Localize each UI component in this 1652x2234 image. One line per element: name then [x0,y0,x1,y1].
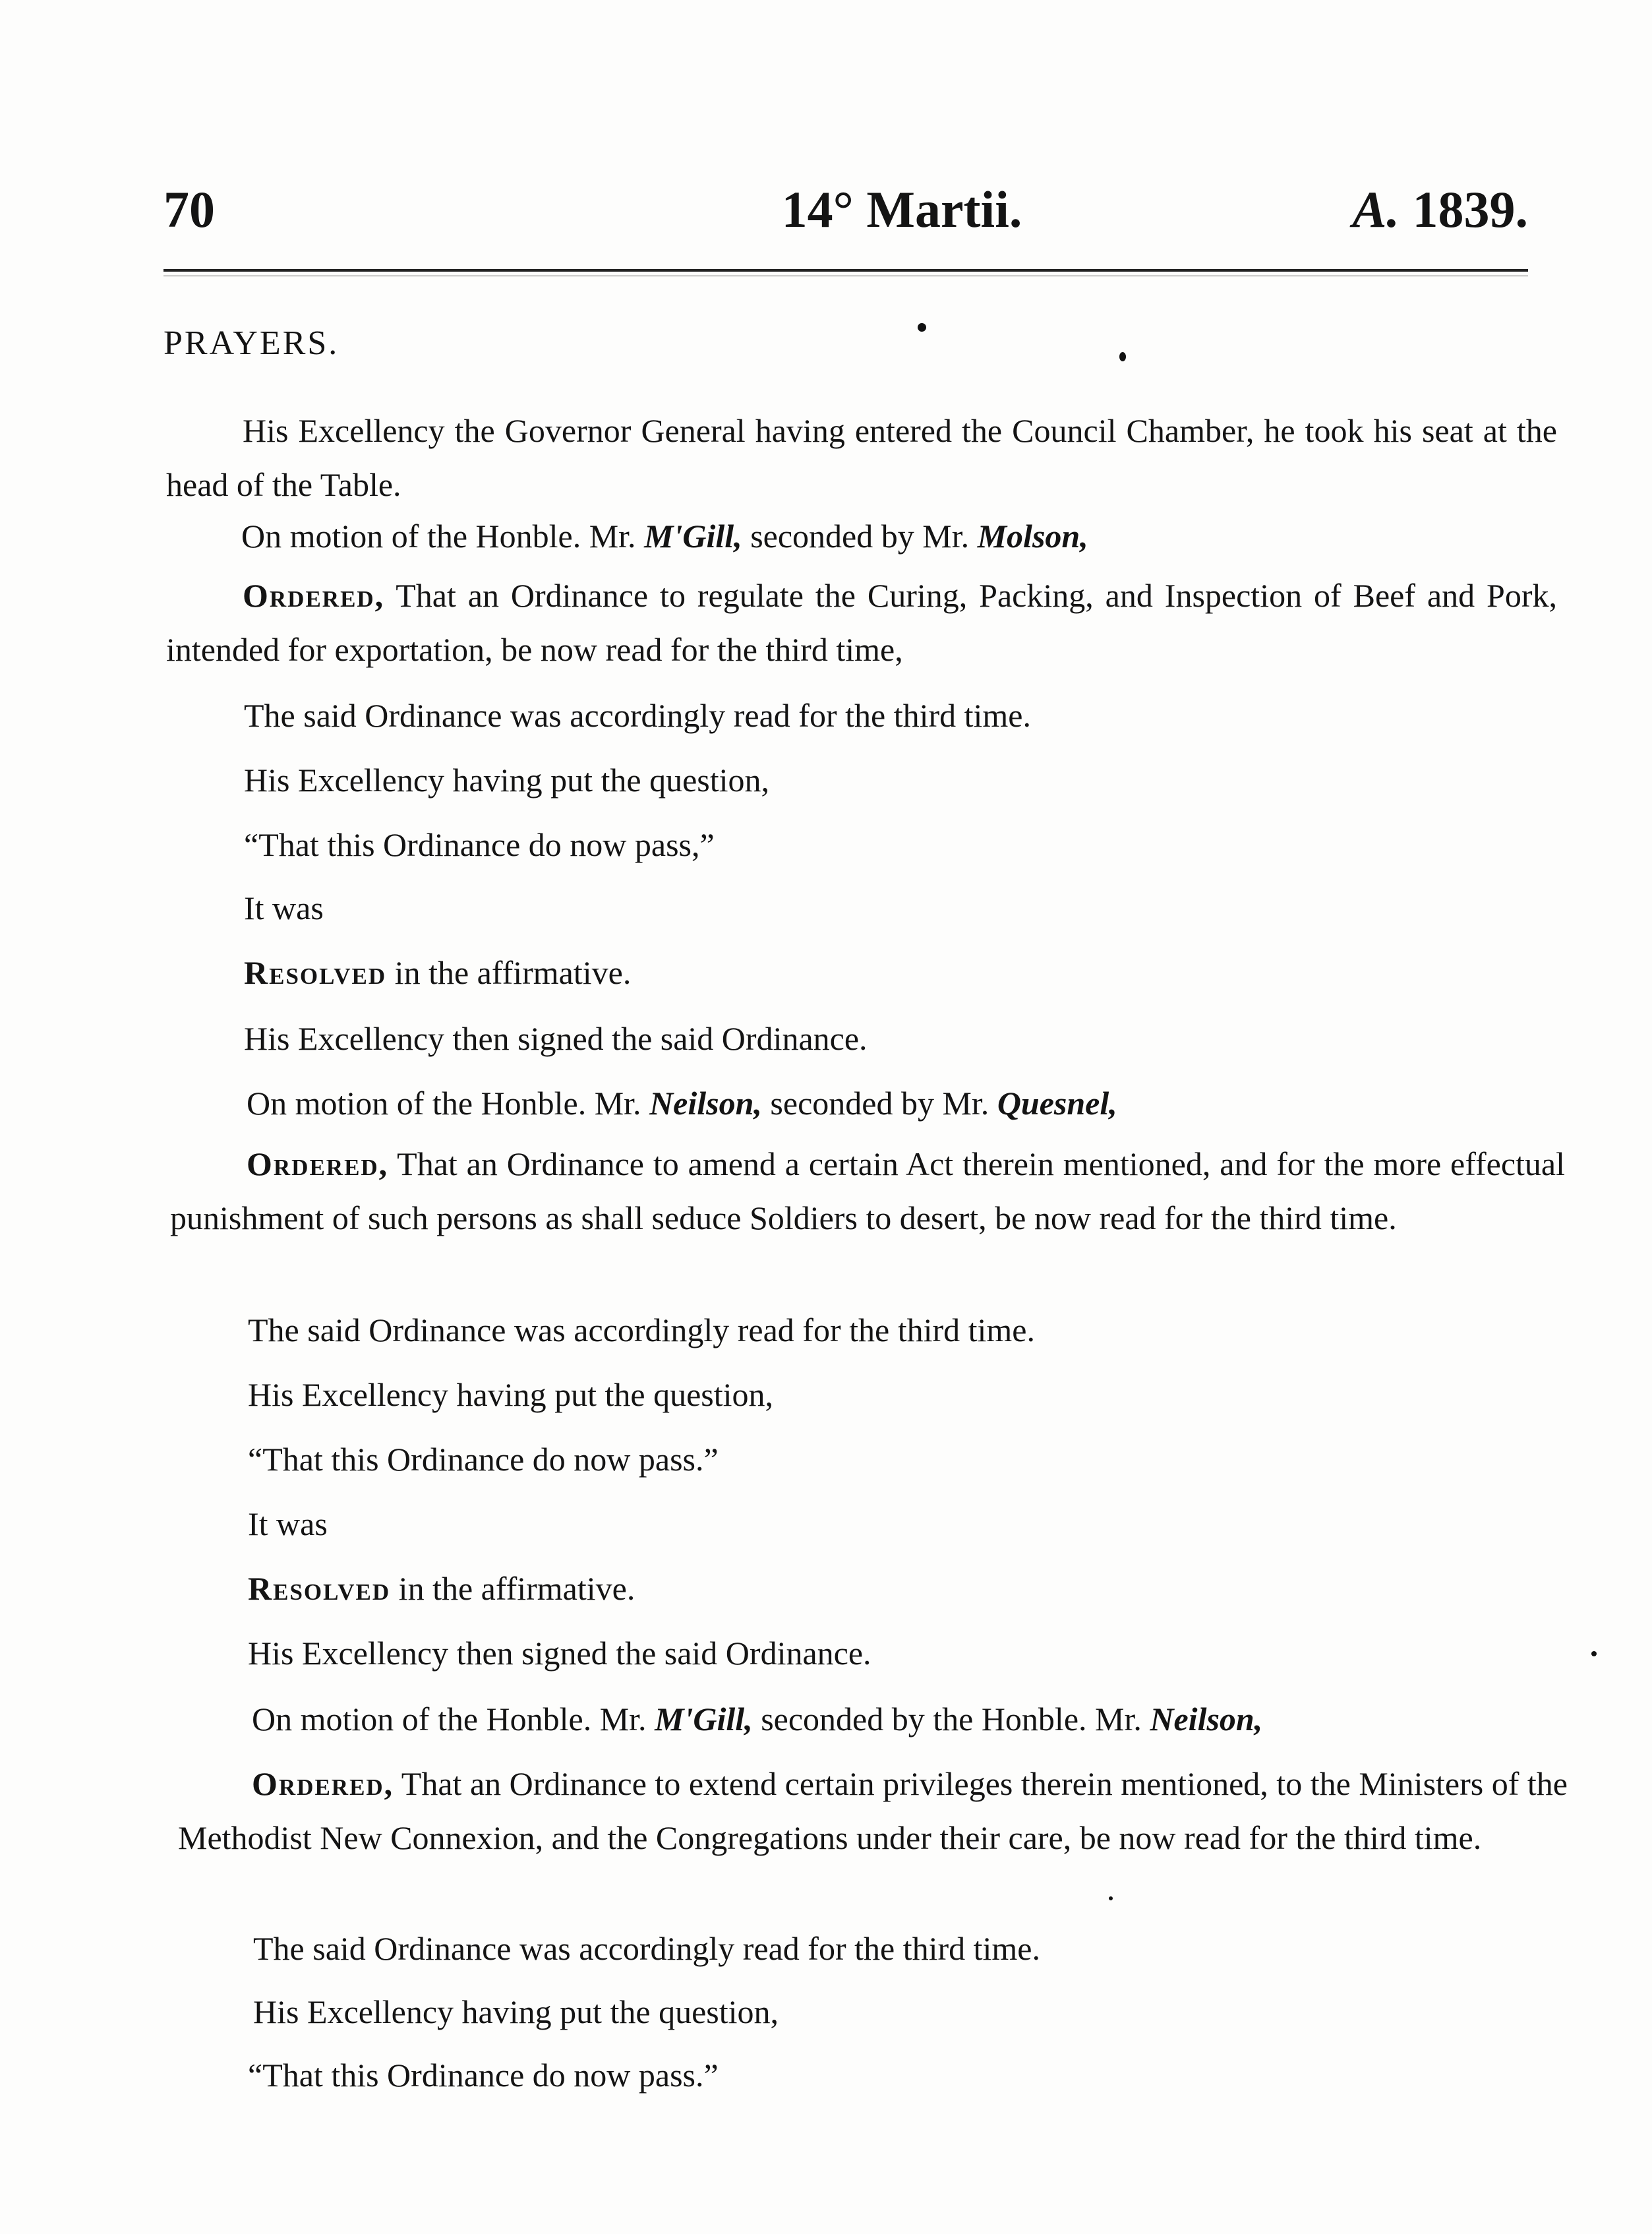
motion-1 [241,513,1088,559]
motion-1-text: On motion of the Honble. Mr. [241,518,645,555]
reading-1: The said Ordinance was accordingly read for the third time. [244,697,1031,734]
order-2-text: That an Ordinance to amend a certain Act therein mentioned, and for the more effectual punishment of such persons as shall seduce Soldiers to desert, be now read for the third time. [170,1145,1565,1236]
header-rule [163,269,1528,272]
resolved-1 [244,950,631,996]
it-was-2: It was [248,1505,328,1542]
motion-1-mover: M'Gill, [644,518,742,555]
resolved-1-text: in the affirmative. [386,954,632,991]
resolved-2 [248,1565,635,1612]
page-date: 14° Martii. [781,181,1022,238]
order-1-label: Ordered, [243,577,385,614]
section-heading: PRAYERS. [163,324,339,362]
resolved-2-text: in the affirmative. [390,1570,635,1607]
question-2: His Excellency having put the question, [248,1376,774,1413]
motion-3-mover: M'Gill, [655,1701,753,1737]
year-value: 1839. [1412,181,1528,238]
motion-3 [252,1696,1262,1742]
question-3: His Excellency having put the question, [253,1993,779,2030]
page-year [1352,177,1528,243]
motion-1-seconded: seconded by Mr. [742,518,978,555]
year-prefix: A. [1352,181,1400,238]
quote-1: “That this Ordinance do now pass,” [244,826,715,863]
order-1 [166,568,1557,677]
order-3-label: Ordered, [252,1765,394,1802]
motion-3-seconded: seconded by the Honble. Mr. [752,1701,1150,1737]
order-3 [178,1757,1568,1865]
resolved-2-label: Resolved [248,1570,391,1607]
ink-speck [1119,352,1126,361]
ink-speck [1591,1651,1597,1656]
order-1-text: That an Ordinance to regulate the Curing, Packing, and Inspection of Beef and Pork, intended for exportation, be now read for the third time, [166,577,1557,668]
quote-2: “That this Ordinance do now pass.” [248,1441,719,1478]
question-1: His Excellency having put the question, [244,762,770,799]
motion-3-seconder: Neilson, [1150,1701,1263,1737]
signed-2: His Excellency then signed the said Ordinance. [248,1635,871,1672]
resolved-1-label: Resolved [244,954,387,991]
order-3-text: That an Ordinance to extend certain privileges therein mentioned, to the Ministers of the Methodist New Connexion, and the Congregations under their care, be now read for the third time. [178,1765,1568,1856]
order-2-label: Ordered, [247,1145,389,1182]
motion-1-seconder: Molson, [977,518,1088,555]
page-header [163,177,1528,249]
motion-2 [247,1080,1117,1126]
paragraph-governor-entered: His Excellency the Governor General having entered the Council Chamber, he took his seat at the head of the Table. [166,412,1557,503]
reading-2: The said Ordinance was accordingly read for the third time. [248,1312,1035,1348]
page-number: 70 [163,181,215,238]
ink-speck [1109,1896,1113,1900]
motion-2-mover: Neilson, [649,1085,762,1122]
quote-3: “That this Ordinance do now pass.” [248,2057,719,2094]
order-2 [170,1137,1565,1245]
ink-speck [918,323,926,332]
motion-2-text: On motion of the Honble. Mr. [247,1085,650,1122]
motion-3-text: On motion of the Honble. Mr. [252,1701,655,1737]
it-was-1: It was [244,890,324,926]
motion-2-seconder: Quesnel, [997,1085,1117,1122]
reading-3: The said Ordinance was accordingly read for the third time. [253,1930,1040,1967]
motion-2-seconded: seconded by Mr. [761,1085,997,1122]
signed-1: His Excellency then signed the said Ordinance. [244,1020,868,1057]
